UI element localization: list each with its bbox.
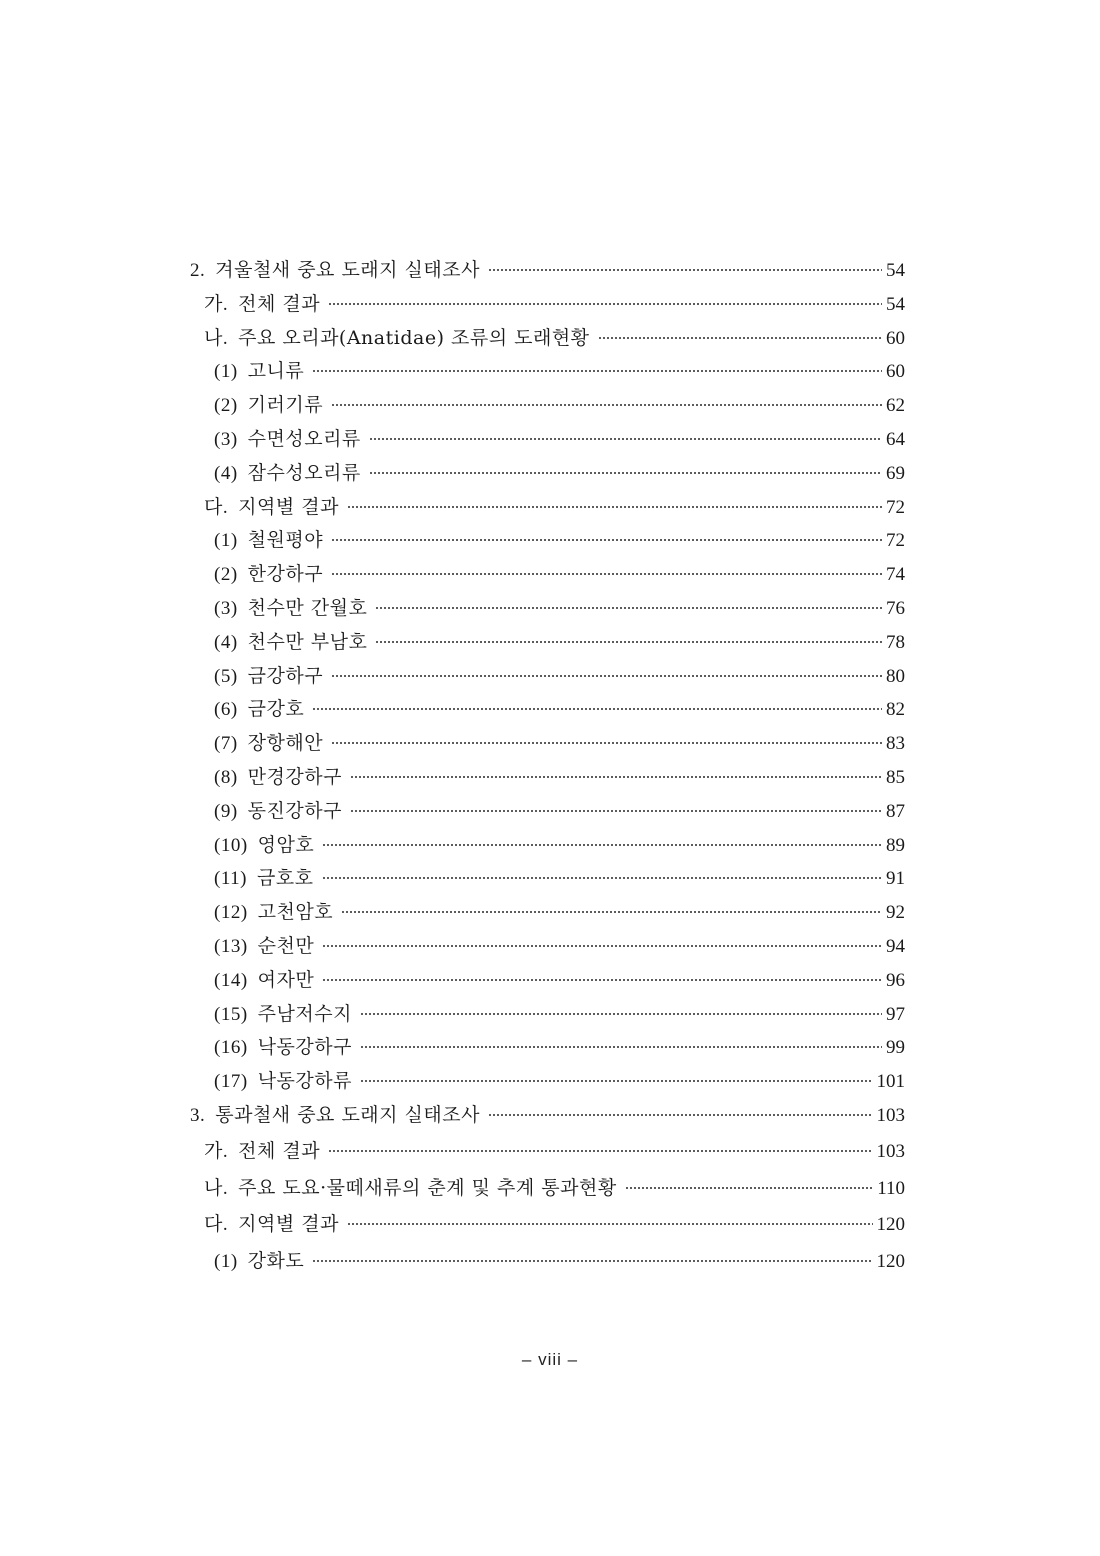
toc-entry-text: 낙동강하류 (257, 1070, 352, 1093)
dot-leader (331, 569, 882, 579)
dot-leader (350, 806, 882, 816)
dot-leader (360, 1009, 882, 1019)
toc-entry[interactable] (190, 829, 905, 863)
toc-entry-number: 나. (204, 1177, 229, 1199)
dot-leader (375, 603, 882, 613)
toc-entry-number: (2) (214, 564, 238, 586)
toc-entry[interactable] (190, 288, 905, 322)
toc-entry-number: (4) (214, 462, 238, 484)
toc-entry-page-number: 54 (886, 260, 905, 281)
toc-entry-text: 만경강하구 (247, 765, 342, 788)
toc-entry-title (214, 389, 323, 423)
toc-entry-title (214, 727, 323, 761)
toc-entry[interactable] (190, 558, 905, 592)
toc-entry-text: 천수만 부남호 (247, 630, 368, 653)
toc-entry-page-number: 74 (886, 564, 905, 586)
toc-entry-text: 강화도 (247, 1250, 305, 1273)
toc-entry[interactable] (190, 1133, 905, 1170)
toc-entry-page-number: 87 (886, 800, 905, 822)
toc-entry-number: (1) (214, 530, 238, 552)
toc-entry[interactable] (190, 795, 905, 829)
toc-entry-page-number: 120 (876, 1214, 905, 1236)
toc-entry-text: 지역별 결과 (238, 495, 339, 518)
dot-leader (331, 400, 882, 410)
toc-entry-title (190, 254, 480, 288)
toc-entry-title (214, 761, 342, 795)
toc-entry[interactable] (190, 254, 905, 288)
toc-entry-text: 천수만 간월호 (247, 596, 368, 619)
toc-entry[interactable] (190, 862, 905, 896)
toc-entry-title (190, 1099, 480, 1133)
dot-leader (312, 366, 882, 376)
toc-entry-page-number: 94 (886, 935, 905, 957)
dot-leader (347, 1219, 873, 1229)
toc-entry-text: 수면성오리류 (247, 427, 361, 450)
toc-entry-page-number: 60 (886, 361, 905, 383)
toc-entry-page-number: 76 (886, 597, 905, 619)
toc-entry-page-number: 72 (886, 496, 905, 518)
toc-entry-text: 금호호 (256, 867, 314, 890)
toc-entry-number: (16) (214, 1037, 248, 1059)
toc-entry-text: 전체 결과 (238, 1139, 321, 1162)
toc-entry-number: (2) (214, 395, 238, 417)
dot-leader (488, 1110, 873, 1120)
toc-entry-title (214, 355, 304, 389)
toc-entry-text: 여자만 (257, 968, 315, 991)
toc-entry-title (204, 288, 320, 322)
dot-leader (347, 502, 882, 512)
toc-entry[interactable] (190, 761, 905, 795)
toc-entry-text: 겨울철새 중요 도래지 실태조사 (215, 259, 480, 281)
toc-entry-number: (15) (214, 1003, 248, 1025)
toc-entry-title (204, 491, 339, 525)
toc-entry-title (204, 322, 590, 356)
toc-entry-page-number: 91 (886, 868, 905, 890)
toc-entry-title (214, 524, 323, 558)
toc-entry-text: 영암호 (257, 833, 315, 856)
toc-entry-text: 금강호 (247, 698, 305, 721)
toc-entry-title (214, 896, 333, 930)
toc-entry-text: 기러기류 (247, 394, 324, 417)
toc-entry-number: (3) (214, 597, 238, 619)
toc-entry[interactable] (190, 1206, 905, 1243)
toc-entry[interactable] (190, 491, 905, 525)
toc-entry[interactable] (190, 322, 905, 356)
toc-entry-title (214, 829, 314, 863)
dot-leader (350, 772, 882, 782)
toc-entry-text: 고천암호 (257, 901, 334, 924)
toc-entry-number: (5) (214, 665, 238, 687)
toc-entry-number: (1) (214, 1251, 238, 1273)
dot-leader (331, 738, 882, 748)
toc-entry-page-number: 92 (886, 902, 905, 924)
dot-leader (322, 975, 882, 985)
toc-entry-number: 가. (204, 293, 229, 315)
toc-entry[interactable] (190, 626, 905, 660)
toc-entry-page-number: 99 (886, 1037, 905, 1059)
toc-entry-page-number: 103 (876, 1104, 905, 1126)
toc-entry-title (214, 1031, 352, 1065)
toc-entry-text: 철원평야 (247, 529, 324, 552)
dot-leader (360, 1042, 882, 1052)
toc-entry-number: 다. (204, 496, 229, 518)
toc-entry[interactable] (190, 524, 905, 558)
toc-entry-title (214, 660, 323, 694)
toc-entry-title (214, 592, 367, 626)
dot-leader (625, 1183, 873, 1193)
toc-entry-text: 한강하구 (247, 563, 324, 586)
toc-entry-title (204, 1206, 339, 1244)
toc-entry-number: (3) (214, 428, 238, 450)
toc-entry[interactable] (190, 592, 905, 626)
toc-entry-title (204, 1133, 320, 1171)
toc-entry-text: 순천만 (257, 934, 315, 957)
toc-entry-number: 다. (204, 1214, 229, 1236)
dot-leader (322, 840, 882, 850)
toc-entry[interactable] (190, 423, 905, 457)
dot-leader (331, 671, 882, 681)
toc-entry-text: 낙동강하구 (257, 1036, 352, 1059)
toc-entry[interactable] (190, 355, 905, 389)
toc-entry-page-number: 96 (886, 969, 905, 991)
toc-entry[interactable] (190, 727, 905, 761)
toc-entry[interactable] (190, 964, 905, 998)
dot-leader (598, 333, 882, 343)
toc-entry[interactable] (190, 389, 905, 423)
toc-entry-number: (6) (214, 699, 238, 721)
toc-entry-number: 3. (190, 1104, 206, 1126)
toc-entry-title (214, 1065, 352, 1099)
toc-entry-number: 가. (204, 1140, 229, 1162)
toc-entry-page-number: 101 (876, 1071, 905, 1093)
toc-entry[interactable] (190, 1243, 905, 1280)
toc-entry-page-number: 72 (886, 530, 905, 552)
toc-entry-page-number: 103 (876, 1140, 905, 1162)
page-number-footer: – viii – (521, 1350, 579, 1369)
toc-entry[interactable] (190, 1031, 905, 1065)
toc-entry[interactable] (190, 1065, 905, 1099)
toc-entry-page-number: 97 (886, 1003, 905, 1025)
toc-entry-title (214, 964, 314, 998)
toc-entry-page-number: 60 (886, 327, 905, 349)
toc-entry-number: 나. (204, 327, 229, 349)
toc-entry-number: 2. (190, 260, 206, 281)
toc-entry-title (214, 1243, 304, 1281)
toc-entry-text: 동진강하구 (247, 799, 342, 822)
toc-entry-page-number: 80 (886, 665, 905, 687)
toc-entry[interactable] (190, 1099, 905, 1133)
toc-entry[interactable] (190, 1170, 905, 1207)
toc-entry[interactable] (190, 930, 905, 964)
dot-leader (322, 941, 882, 951)
dot-leader (369, 468, 882, 478)
toc-entry-title (214, 558, 323, 592)
toc-entry-number: (14) (214, 969, 248, 991)
toc-entry[interactable] (190, 457, 905, 491)
toc-entry-title (214, 457, 361, 491)
dot-leader (369, 434, 882, 444)
toc-entry-text: 잠수성오리류 (247, 461, 361, 484)
toc-entry-text: 주요 오리과(Anatidae) 조류의 도래현황 (238, 326, 590, 349)
toc-entry-text: 전체 결과 (238, 292, 321, 315)
toc-entry-number: (4) (214, 631, 238, 653)
toc-entry-number: (7) (214, 733, 238, 755)
dot-leader (341, 907, 882, 917)
dot-leader (312, 1256, 872, 1266)
toc-entry-title (214, 930, 314, 964)
dot-leader (488, 265, 882, 275)
toc-entry-page-number: 78 (886, 631, 905, 653)
toc-entry[interactable] (190, 896, 905, 930)
toc-entry-number: (11) (214, 868, 247, 890)
toc-entry-page-number: 83 (886, 733, 905, 755)
toc-entry-title (214, 626, 367, 660)
dot-leader (331, 535, 882, 545)
toc-entry-page-number: 69 (886, 462, 905, 484)
toc-entry[interactable] (190, 660, 905, 694)
toc-entry-text: 장항해안 (247, 732, 324, 755)
toc-entry[interactable] (190, 998, 905, 1032)
toc-entry-page-number: 62 (886, 395, 905, 417)
toc-entry-page-number: 120 (876, 1251, 905, 1273)
toc-entry-number: (8) (214, 766, 238, 788)
toc-entry-text: 고니류 (247, 360, 305, 383)
toc-entry-text: 통과철새 중요 도래지 실태조사 (215, 1103, 480, 1126)
dot-leader (360, 1076, 873, 1086)
toc-entry-page-number: 54 (886, 293, 905, 315)
toc-entry-number: (13) (214, 935, 248, 957)
toc-entry-text: 주남저수지 (257, 1002, 352, 1025)
dot-leader (328, 1146, 872, 1156)
toc-entry-number: (10) (214, 834, 248, 856)
table-of-contents (190, 254, 905, 1280)
toc-entry-number: (9) (214, 800, 238, 822)
toc-entry-page-number: 89 (886, 834, 905, 856)
toc-entry-number: (17) (214, 1071, 248, 1093)
toc-entry-page-number: 64 (886, 428, 905, 450)
toc-entry-title (204, 1170, 617, 1208)
dot-leader (375, 637, 882, 647)
toc-entry-title (214, 423, 361, 457)
toc-entry-number: (1) (214, 361, 238, 383)
toc-entry-number: (12) (214, 902, 248, 924)
toc-entry-title (214, 795, 342, 829)
toc-entry-title (214, 693, 304, 727)
toc-entry-text: 금강하구 (247, 664, 324, 687)
toc-entry-page-number: 110 (877, 1177, 905, 1199)
toc-entry-page-number: 85 (886, 766, 905, 788)
toc-entry-text: 주요 도요·물떼새류의 춘계 및 추계 통과현황 (238, 1176, 617, 1199)
dot-leader (312, 704, 882, 714)
dot-leader (322, 873, 882, 883)
toc-entry-title (214, 998, 352, 1032)
dot-leader (328, 299, 882, 309)
toc-entry[interactable] (190, 693, 905, 727)
toc-entry-page-number: 82 (886, 699, 905, 721)
toc-entry-text: 지역별 결과 (238, 1213, 339, 1236)
toc-entry-title (214, 862, 314, 896)
